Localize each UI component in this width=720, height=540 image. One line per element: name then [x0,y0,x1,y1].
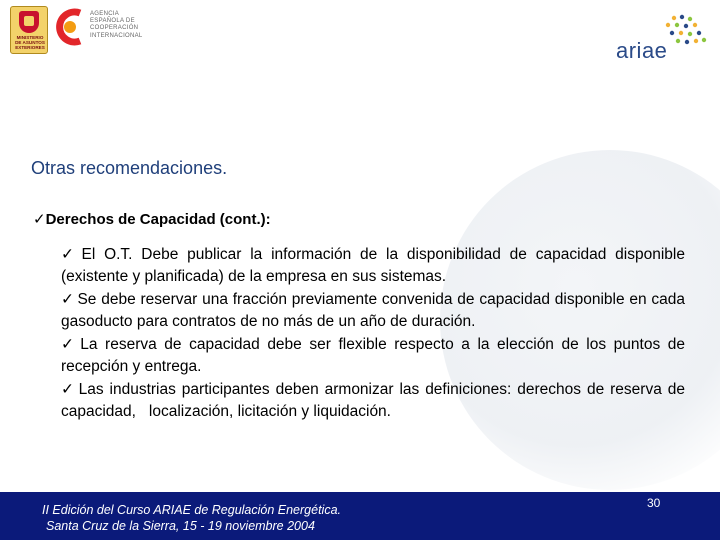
bullet-text: El O.T. Debe publicar la información de la disponibilidad de capacidad disponible (existente y planificada) de la empresa en sus sistemas. [61,246,685,285]
slide-title: Otras recomendaciones. [31,158,228,178]
bullet-text: Las industrias participantes deben armonizar las definiciones: derechos de reserva de capacidad, localización, licitación y liquidación. [61,381,690,420]
aecid-line: INTERNACIONAL [90,32,143,39]
bullet-text: La reserva de capacidad debe ser flexible respecto a la elección de los puntos de recepción y entrega. [61,336,685,375]
header [0,0,720,80]
footer-course-line: II Edición del Curso ARIAE de Regulación Energética. [42,503,342,517]
page-number: 30 [647,496,661,510]
bullet-item [61,333,685,378]
aecid-line: AGENCIA [90,11,120,17]
footer-bar [0,492,720,540]
ministry-crest-logo [10,6,48,54]
bullet-item [61,243,685,288]
bullet-item [61,378,690,423]
checkmark-icon: ✓ [33,210,46,228]
section-heading [33,210,271,228]
footer-text [42,502,341,534]
section-title: Derechos de Capacidad (cont.): [45,211,271,228]
aecid-line: ESPAÑOLA DE [90,18,135,25]
checkmark-icon: ✓ [61,245,79,263]
checkmark-icon: ✓ [61,290,75,308]
bullet-item [61,288,685,333]
ariae-logo-text: ariae [616,38,668,63]
bullet-list [61,243,690,423]
bullet-text: Se debe reservar una fracción previamente convenida de capacidad disponible en cada gasoducto para contratos de no más de un año de duración. [61,291,685,330]
coat-of-arms-icon [19,11,39,33]
ministry-logo-text: MINISTERIO DE ASUNTOS EXTERIORES [15,35,45,50]
aecid-line: COOPERACIÓN [90,25,139,32]
footer-location-line: Santa Cruz de la Sierra, 15 - 19 noviembre 2004 [46,519,315,533]
aecid-logo-text [90,11,170,40]
checkmark-icon: ✓ [61,380,76,398]
aecid-logo-icon [52,5,86,49]
checkmark-icon: ✓ [61,335,78,353]
